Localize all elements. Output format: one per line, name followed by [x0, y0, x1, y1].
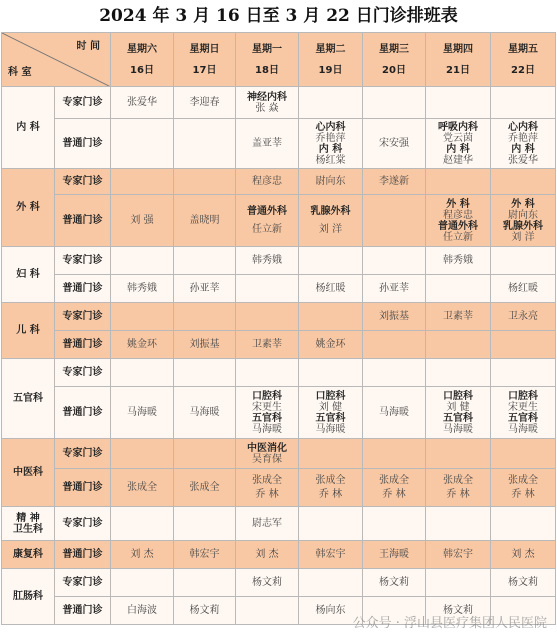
schedule-cell: 杨文莉 [363, 569, 426, 597]
doctor-name: 吴育保 [252, 453, 282, 465]
date-label: 21日 [446, 64, 470, 76]
specialty-label: 五官科 [443, 412, 473, 424]
doctor-name: 尉向东 [508, 209, 538, 221]
schedule-cell: 刘振基 [363, 303, 426, 331]
specialty-label: 口腔科 [252, 390, 282, 402]
expert-clinic-label: 专家门诊 [55, 439, 111, 469]
general-clinic-label: 普通门诊 [55, 469, 111, 507]
schedule-cell [236, 387, 299, 439]
schedule-cell: 杨红暖 [491, 275, 556, 303]
schedule-cell [491, 469, 556, 507]
doctor-name: 乔 林 [446, 489, 470, 500]
dept-fuke: 妇 科 [2, 247, 55, 303]
specialty-label: 五官科 [252, 412, 282, 424]
general-clinic-label: 普通门诊 [55, 387, 111, 439]
schedule-cell: 韩宏宇 [426, 541, 491, 569]
doctor-name: 张成全 [252, 475, 282, 486]
schedule-cell: 刘 杰 [236, 541, 299, 569]
schedule-cell: 尉志军 [236, 507, 299, 541]
doctor-name: 杨红棠 [315, 154, 346, 166]
schedule-cell [426, 87, 491, 119]
dept-label: 科 室 [8, 67, 32, 78]
date-label: 19日 [318, 64, 343, 76]
schedule-cell [426, 331, 491, 359]
schedule-cell [299, 359, 363, 387]
day-header [174, 33, 236, 87]
doctor-name: 张爱华 [508, 154, 538, 166]
schedule-cell [299, 303, 363, 331]
schedule-cell: 张成全 [174, 469, 236, 507]
schedule-cell [236, 87, 299, 119]
schedule-cell [174, 359, 236, 387]
schedule-cell: 张成全 [111, 469, 174, 507]
schedule-cell [426, 195, 491, 247]
expert-clinic-label: 专家门诊 [55, 507, 111, 541]
specialty-label: 普通外科 [438, 220, 478, 232]
expert-clinic-label: 专家门诊 [55, 359, 111, 387]
schedule-cell [299, 195, 363, 247]
schedule-cell [111, 359, 174, 387]
specialty-label: 外 科 [511, 198, 535, 210]
general-clinic-label: 普通门诊 [55, 119, 111, 169]
doctor-name: 宋更生 [508, 401, 538, 413]
doctor-name: 乔 林 [382, 489, 406, 500]
weekday-label: 星期日 [189, 43, 220, 55]
schedule-cell: 马海暖 [111, 387, 174, 439]
schedule-cell: 杨文莉 [174, 597, 236, 625]
doctor-name: 马海暖 [443, 423, 473, 435]
schedule-cell [363, 439, 426, 469]
schedule-cell [491, 169, 556, 195]
schedule-cell [491, 507, 556, 541]
dept-waike: 外 科 [2, 169, 55, 247]
schedule-cell [299, 247, 363, 275]
schedule-cell [299, 439, 363, 469]
doctor-name: 刘 健 [446, 401, 470, 413]
weekday-label: 星期一 [252, 43, 282, 55]
schedule-cell [363, 87, 426, 119]
specialty-label: 普通外科 [247, 206, 287, 217]
schedule-cell: 杨红暖 [299, 275, 363, 303]
schedule-cell [299, 387, 363, 439]
header-corner [2, 33, 111, 87]
schedule-cell: 杨向东 [299, 597, 363, 625]
day-header [491, 33, 556, 87]
schedule-cell [491, 247, 556, 275]
schedule-cell [426, 169, 491, 195]
weekday-label: 星期五 [508, 43, 538, 55]
doctor-name: 乔 林 [255, 489, 279, 500]
time-label: 时 间 [76, 41, 100, 52]
schedule-cell: 刘 强 [111, 195, 174, 247]
doctor-name: 马海暖 [508, 423, 538, 435]
schedule-cell: 刘 杰 [491, 541, 556, 569]
watermark: 公众号 · 浮山县医疗集团人民医院 [352, 616, 547, 631]
schedule-cell: 盖亚莘 [236, 119, 299, 169]
expert-clinic-label: 专家门诊 [55, 303, 111, 331]
specialty-label: 外 科 [446, 198, 470, 210]
schedule-cell [299, 507, 363, 541]
schedule-cell [174, 303, 236, 331]
expert-clinic-label: 专家门诊 [55, 569, 111, 597]
schedule-cell [174, 119, 236, 169]
schedule-cell: 杨文莉 [426, 597, 491, 625]
schedule-cell: 盖晓明 [174, 195, 236, 247]
schedule-cell: 尉向东 [299, 169, 363, 195]
dept-kangfu: 康复科 [2, 541, 55, 569]
day-header [236, 33, 299, 87]
schedule-cell [426, 119, 491, 169]
schedule-cell [111, 169, 174, 195]
date-label: 22日 [511, 64, 535, 76]
specialty-label: 口腔科 [443, 390, 473, 402]
doctor-name: 张成全 [508, 475, 538, 486]
schedule-cell: 李迎春 [174, 87, 236, 119]
doctor-name: 刘 健 [318, 401, 343, 413]
schedule-cell: 刘振基 [174, 331, 236, 359]
date-label: 20日 [382, 64, 406, 76]
dept-wuguan: 五官科 [2, 359, 55, 439]
specialty-label: 五官科 [315, 412, 346, 424]
schedule-cell: 卫素莘 [236, 331, 299, 359]
weekday-label: 星期六 [127, 43, 157, 55]
doctor-name: 刘 洋 [511, 231, 535, 243]
doctor-name: 张成全 [379, 475, 409, 486]
schedule-cell: 杨文莉 [491, 569, 556, 597]
schedule-cell [111, 119, 174, 169]
schedule-cell [491, 387, 556, 439]
schedule-cell [491, 359, 556, 387]
schedule-cell [111, 507, 174, 541]
day-header [363, 33, 426, 87]
schedule-cell [236, 597, 299, 625]
schedule-cell [111, 439, 174, 469]
doctor-name: 刘 洋 [318, 224, 343, 235]
date-label: 18日 [255, 64, 279, 76]
schedule-cell: 姚金环 [299, 331, 363, 359]
schedule-table [1, 32, 556, 625]
day-header [299, 33, 363, 87]
schedule-cell [491, 119, 556, 169]
schedule-cell [363, 469, 426, 507]
schedule-cell: 孙亚莘 [174, 275, 236, 303]
schedule-cell: 张爱华 [111, 87, 174, 119]
schedule-cell [426, 387, 491, 439]
schedule-cell [111, 303, 174, 331]
schedule-cell [363, 359, 426, 387]
schedule-cell [299, 119, 363, 169]
schedule-cell: 李遂新 [363, 169, 426, 195]
schedule-cell: 姚金环 [111, 331, 174, 359]
general-clinic-label: 普通门诊 [55, 275, 111, 303]
schedule-cell [236, 469, 299, 507]
doctor-name: 任立新 [252, 224, 282, 235]
doctor-name: 张 焱 [255, 102, 279, 114]
expert-clinic-label: 专家门诊 [55, 247, 111, 275]
specialty-label: 乳腺外科 [310, 206, 351, 217]
day-header [426, 33, 491, 87]
schedule-cell: 白海波 [111, 597, 174, 625]
doctor-name: 党云茵 [443, 132, 473, 144]
specialty-label: 乳腺外科 [503, 220, 543, 232]
schedule-cell [174, 439, 236, 469]
doctor-name: 乔 林 [511, 489, 535, 500]
schedule-cell: 杨文莉 [236, 569, 299, 597]
schedule-cell: 韩秀娥 [111, 275, 174, 303]
doctor-name: 张成全 [443, 475, 473, 486]
schedule-cell [174, 569, 236, 597]
page-title: 2024 年 3 月 16 日至 3 月 22 日门诊排班表 [99, 6, 458, 26]
schedule-cell [299, 469, 363, 507]
doctor-name: 乔艳萍 [315, 132, 346, 144]
doctor-name: 乔 林 [318, 489, 343, 500]
expert-clinic-label: 专家门诊 [55, 87, 111, 119]
general-clinic-label: 普通门诊 [55, 195, 111, 247]
schedule-cell [174, 247, 236, 275]
doctor-name: 张成全 [315, 475, 346, 486]
schedule-cell [299, 569, 363, 597]
weekday-label: 星期四 [443, 43, 473, 55]
doctor-name: 程彦忠 [443, 209, 473, 221]
general-clinic-label: 普通门诊 [55, 331, 111, 359]
schedule-cell [236, 439, 299, 469]
specialty-label: 神经内科 [247, 91, 287, 103]
schedule-cell [426, 507, 491, 541]
schedule-cell: 马海暖 [363, 387, 426, 439]
schedule-cell: 王海暖 [363, 541, 426, 569]
dept-zhongyi: 中医科 [2, 439, 55, 507]
day-header [111, 33, 174, 87]
date-label: 16日 [130, 64, 154, 76]
schedule-cell [299, 87, 363, 119]
doctor-name: 宋更生 [252, 401, 282, 413]
schedule-cell [236, 359, 299, 387]
schedule-cell [174, 169, 236, 195]
doctor-name: 乔艳萍 [508, 132, 538, 144]
schedule-cell [491, 439, 556, 469]
schedule-cell [236, 195, 299, 247]
doctor-name: 马海暖 [252, 423, 282, 435]
schedule-cell [426, 469, 491, 507]
dept-gangchang: 肛肠科 [2, 569, 55, 625]
specialty-label: 呼吸内科 [438, 121, 478, 133]
expert-clinic-label: 专家门诊 [55, 169, 111, 195]
general-clinic-label: 普通门诊 [55, 541, 111, 569]
specialty-label: 口腔科 [315, 390, 346, 402]
schedule-cell [363, 195, 426, 247]
schedule-cell [111, 569, 174, 597]
schedule-cell: 马海暖 [174, 387, 236, 439]
schedule-cell: 程彦忠 [236, 169, 299, 195]
weekday-label: 星期二 [315, 43, 346, 55]
specialty-label: 内 科 [446, 143, 470, 155]
specialty-label: 五官科 [508, 412, 538, 424]
schedule-cell [426, 275, 491, 303]
schedule-cell: 卫永亮 [491, 303, 556, 331]
doctor-name: 马海暖 [315, 423, 346, 435]
date-label: 17日 [192, 64, 217, 76]
schedule-cell [363, 247, 426, 275]
schedule-cell: 韩宏宇 [299, 541, 363, 569]
specialty-label: 心内科 [508, 121, 538, 133]
schedule-cell [491, 87, 556, 119]
dept-erke: 儿 科 [2, 303, 55, 359]
schedule-cell: 孙亚莘 [363, 275, 426, 303]
doctor-name: 赵建华 [443, 154, 473, 166]
specialty-label: 中医消化 [247, 442, 287, 454]
specialty-label: 心内科 [315, 121, 346, 133]
dept-jingshen: 精 神 卫生科 [2, 507, 55, 541]
schedule-cell [363, 507, 426, 541]
general-clinic-label: 普通门诊 [55, 597, 111, 625]
schedule-cell [426, 439, 491, 469]
schedule-cell [426, 569, 491, 597]
doctor-name: 任立新 [443, 231, 473, 243]
dept-neike: 内 科 [2, 87, 55, 169]
schedule-cell: 韩宏宇 [174, 541, 236, 569]
schedule-cell [491, 195, 556, 247]
schedule-cell [236, 303, 299, 331]
schedule-cell [236, 275, 299, 303]
specialty-label: 口腔科 [508, 390, 538, 402]
specialty-label: 内 科 [318, 143, 343, 155]
schedule-cell [363, 331, 426, 359]
schedule-cell [174, 507, 236, 541]
schedule-cell [491, 331, 556, 359]
schedule-cell: 刘 杰 [111, 541, 174, 569]
schedule-cell [111, 247, 174, 275]
schedule-cell: 韩秀娥 [426, 247, 491, 275]
schedule-cell [426, 359, 491, 387]
schedule-cell: 卫素莘 [426, 303, 491, 331]
schedule-cell: 宋安强 [363, 119, 426, 169]
schedule-cell: 韩秀娥 [236, 247, 299, 275]
specialty-label: 内 科 [511, 143, 535, 155]
weekday-label: 星期三 [379, 43, 409, 55]
